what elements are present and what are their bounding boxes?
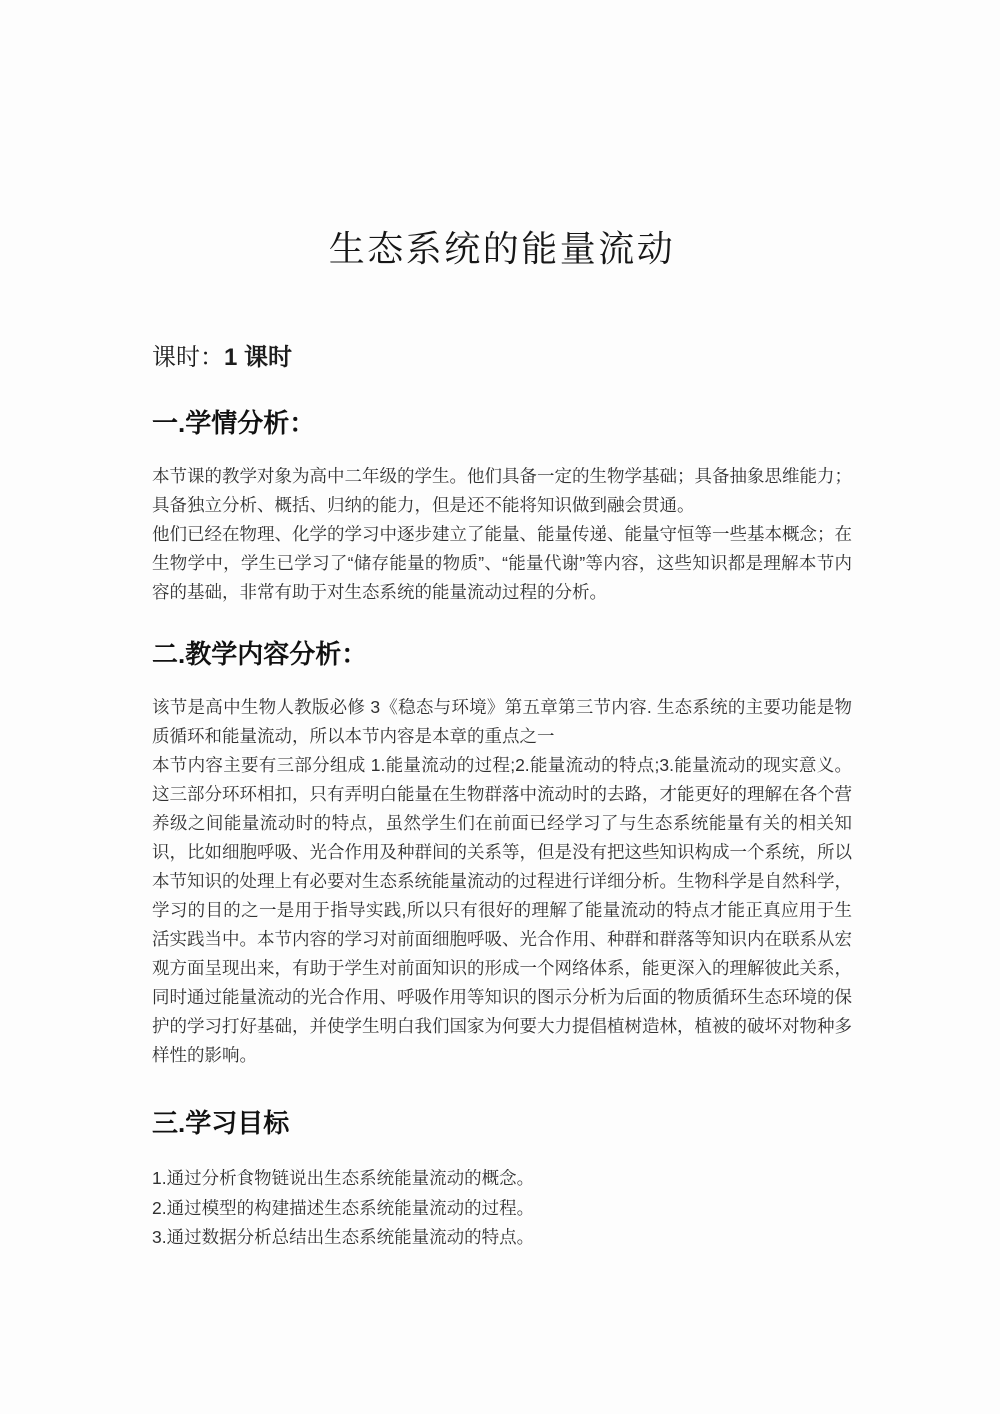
document-title: 生态系统的能量流动 xyxy=(328,228,676,269)
section-heading-learning-goals: 三.学习目标 xyxy=(152,1108,290,1138)
paragraph: 本节内容主要有三部分组成 1.能量流动的过程;2.能量流动的特点;3.能量流动的现实意义。这三部分环环相扣，只有弄明白能量在生物群落中流动时的去路，才能更好的理解在各个营养级之间能量流动时的特点，虽然学生们在前面已经学习了与生态系统能量有关的相关知识，比如细胞呼吸、光合作用及种群间的关系等，但是没有把这些知识构成一个系统，所以本节知识的处理上有必要对生态系统能量流动的过程进行详细分析。生物科学是自然科学，学习的目的之一是用于指导实践,所以只有很好的理解了能量流动的特点才能正真应用于生活实践当中。本节内容的学习对前面细胞呼吸、光合作用、种群和群落等知识内在联系从宏观方面呈现出来，有助于学生对前面知识的形成一个网络体系，能更深入的理解彼此关系，同时通过能量流动的光合作用、呼吸作用等知识的图示分析为后面的物质循环生态环境的保护的学习打好基础，并使学生明白我们国家为何要大力提倡植树造林，植被的破坏对物种多样性的影响。 xyxy=(152,755,852,1065)
paragraph: 他们已经在物理、化学的学习中逐步建立了能量、能量传递、能量守恒等一些基本概念；在生物学中，学生已学习了“储存能量的物质”、“能量代谢”等内容，这些知识都是理解本节内容的基础，非常有助于对生态系统的能量流动过程的分析。 xyxy=(152,524,852,602)
section-heading-content-analysis: 二.教学内容分析： xyxy=(152,639,368,669)
paragraph: 该节是高中生物人教版必修 3《稳态与环境》第五章第三节内容. 生态系统的主要功能是物质循环和能量流动，所以本节内容是本章的重点之一 xyxy=(152,697,852,746)
course-time-label: 课时： xyxy=(152,344,224,371)
document-content xyxy=(152,0,852,1253)
list-item: 1.通过分析食物链说出生态系统能量流动的概念。 xyxy=(152,1168,535,1188)
course-time-value: 1 课时 xyxy=(224,344,293,371)
list-item: 3.通过数据分析总结出生态系统能量流动的特点。 xyxy=(152,1227,535,1247)
course-time-line xyxy=(152,270,852,374)
paragraph: 本节课的教学对象为高中二年级的学生。他们具备一定的生物学基础；具备抽象思维能力；具备独立分析、概括、归纳的能力，但是还不能将知识做到融会贯通。 xyxy=(152,466,852,515)
learning-goals-list xyxy=(152,1140,852,1253)
list-item: 2.通过模型的构建描述生态系统能量流动的过程。 xyxy=(152,1197,535,1218)
section-heading-student-analysis: 一.学情分析： xyxy=(152,408,316,438)
section-body-student-analysis xyxy=(152,440,852,607)
section-body-content-analysis xyxy=(152,671,852,1070)
